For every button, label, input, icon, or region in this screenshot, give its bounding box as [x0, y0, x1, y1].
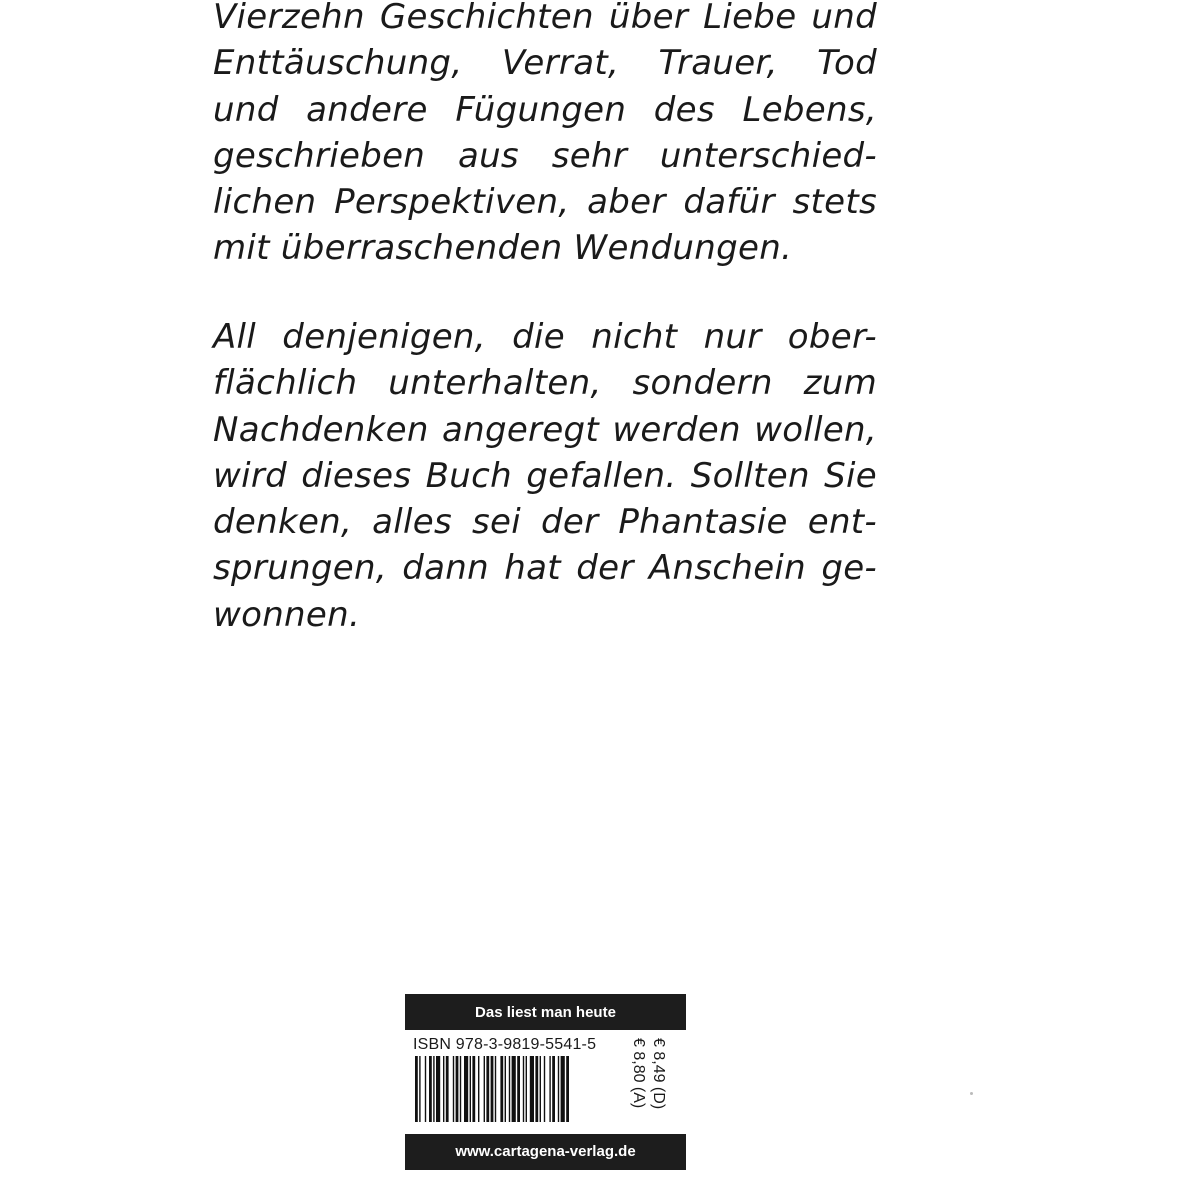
- barcode-bar: [558, 1056, 559, 1122]
- barcode-bar: [566, 1056, 569, 1122]
- publisher-url: www.cartagena-verlag.de: [405, 1134, 686, 1170]
- barcode-bar: [535, 1056, 538, 1122]
- barcode-bar: [472, 1056, 475, 1122]
- blurb-line: sprungen, dann hat der Anschein ge-: [213, 548, 877, 589]
- barcode-bar: [433, 1056, 434, 1122]
- blurb-line: denken, alles sei der Phantasie ent-: [213, 502, 877, 543]
- barcode-label: [405, 994, 686, 1170]
- blurb-line: All denjenigen, die nicht nur ober-: [213, 317, 877, 357]
- barcode-bar: [530, 1056, 534, 1122]
- blurb-line: wonnen.: [213, 594, 361, 635]
- blurb-line: lichen Perspektiven, aber dafür stets: [213, 182, 877, 223]
- barcode-bar: [470, 1056, 471, 1122]
- blurb-line: flächlich unterhalten, sondern zum: [213, 363, 877, 404]
- barcode-bar: [478, 1056, 479, 1122]
- blurb-line: und andere Fügungen des Lebens,: [213, 89, 877, 130]
- blurb-line: Vierzehn Geschichten über Liebe und: [213, 0, 877, 37]
- price-germany: € 8,49 (D): [650, 1038, 667, 1110]
- price-block: [627, 1038, 671, 1130]
- barcode-bar: [500, 1056, 503, 1122]
- blurb-paragraph-2: [213, 314, 877, 638]
- barcode-bar: [484, 1056, 485, 1122]
- barcode-bar: [526, 1056, 527, 1122]
- barcode-bar: [425, 1056, 426, 1122]
- barcode-bar: [446, 1056, 449, 1122]
- blurb-line: wird dieses Buch gefallen. Sollten Sie: [213, 455, 877, 496]
- barcode-bar: [486, 1056, 489, 1122]
- price-austria: € 8,80 (A): [630, 1038, 647, 1109]
- barcode-bar: [495, 1056, 496, 1122]
- blurb-line: mit überraschenden Wendungen.: [213, 228, 793, 269]
- barcode-bar: [460, 1056, 461, 1122]
- barcode-bar: [443, 1056, 444, 1122]
- barcode-bar: [561, 1056, 565, 1122]
- blurb-line: geschrieben aus sehr unterschied-: [213, 135, 877, 176]
- barcode-bar: [544, 1056, 545, 1122]
- blurb-line: Nachdenken angeregt werden wollen,: [213, 409, 877, 450]
- paper-speck: [970, 1092, 973, 1095]
- barcode-bar: [505, 1056, 506, 1122]
- barcode-bar: [509, 1056, 510, 1122]
- barcode-bar: [456, 1056, 459, 1122]
- barcode-bar: [453, 1056, 454, 1122]
- barcode-bar: [491, 1056, 494, 1122]
- barcode-bar: [436, 1056, 440, 1122]
- barcode-bar: [549, 1056, 550, 1122]
- blurb-line: Enttäuschung, Verrat, Trauer, Tod: [213, 43, 877, 84]
- barcode-bar: [540, 1056, 541, 1122]
- barcode-image: [415, 1056, 611, 1122]
- barcode-bar: [523, 1056, 524, 1122]
- barcode-bar: [429, 1056, 432, 1122]
- barcode-bar: [464, 1056, 468, 1122]
- isbn-text: ISBN 978-3-9819-5541-5: [413, 1036, 597, 1053]
- barcode-bar: [415, 1056, 418, 1122]
- barcode-header: Das liest man heute: [405, 994, 686, 1030]
- barcode-bar: [419, 1056, 420, 1122]
- barcode-bar: [512, 1056, 516, 1122]
- barcode-bar: [517, 1056, 520, 1122]
- barcode-bar: [552, 1056, 555, 1122]
- blurb-paragraph-1: [213, 0, 877, 272]
